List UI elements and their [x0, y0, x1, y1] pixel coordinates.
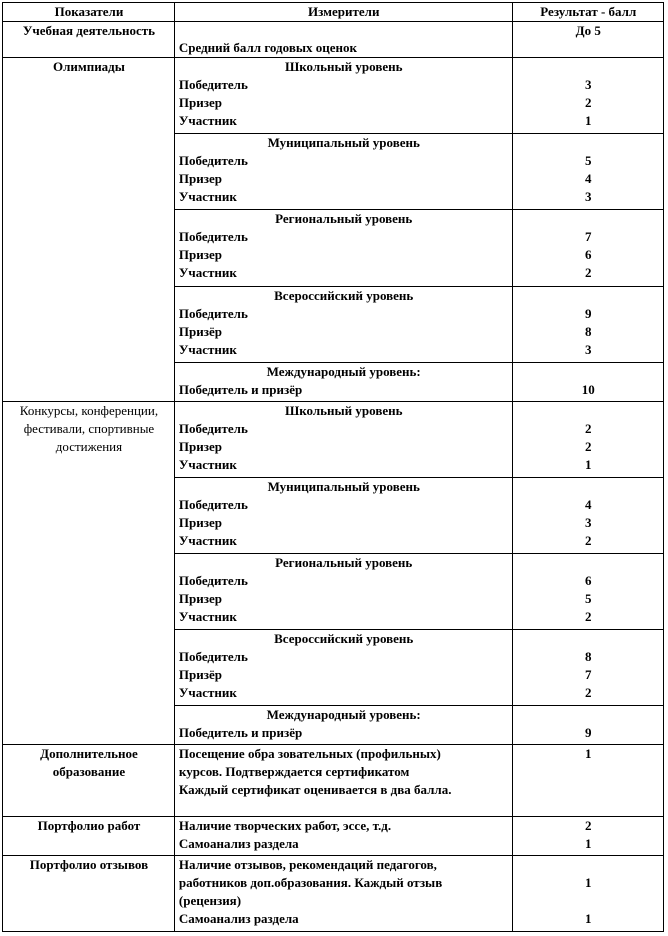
- table-row: [3, 22, 664, 58]
- table-row: [3, 401, 664, 477]
- result-cell: [512, 401, 663, 477]
- result-spacer: [517, 210, 660, 228]
- header-row: [3, 3, 664, 22]
- result-spacer: [517, 856, 660, 874]
- measure-item: Призёр: [178, 323, 222, 339]
- measure-cell: [174, 22, 512, 58]
- score-value: 5: [585, 590, 592, 606]
- measure-cell: [174, 630, 512, 706]
- indicator-cell: Портфолио работ: [3, 817, 175, 856]
- measure-item: Победитель: [178, 496, 248, 512]
- measure-item: Победитель и призёр: [178, 381, 303, 397]
- measure-item: Призер: [178, 438, 222, 454]
- measure-item: Участник: [178, 189, 237, 205]
- measure-cell: [174, 210, 512, 286]
- level-heading: Международный уровень:: [266, 363, 421, 379]
- measure-item: Победитель: [178, 305, 248, 321]
- indicator-cell: Учебная деятельность: [3, 22, 175, 58]
- level-heading: Региональный уровень: [275, 211, 413, 227]
- measure-item: Участник: [178, 113, 237, 128]
- measure-line: работников доп.образования. Каждый отзыв: [178, 874, 443, 890]
- measure-item: Победитель: [178, 649, 248, 665]
- result-spacer: [517, 630, 660, 648]
- measure-item: Победитель: [178, 229, 248, 245]
- measure-item: Победитель и призёр: [178, 725, 303, 741]
- result-spacer: [517, 134, 660, 152]
- table-row: [3, 58, 664, 134]
- measure-cell: [174, 817, 512, 856]
- measure-item: Участник: [178, 532, 237, 548]
- indicator-cell: Портфолио отзывов: [3, 855, 175, 931]
- measure-item: Призер: [178, 590, 222, 606]
- level-heading: Международный уровень:: [266, 707, 421, 723]
- result-spacer: [517, 554, 660, 572]
- measure-item: Победитель: [178, 77, 248, 92]
- measure-item: Победитель: [178, 572, 248, 588]
- measure-item: Призер: [178, 95, 222, 110]
- result-spacer: [517, 287, 660, 305]
- score-value: 2: [585, 608, 592, 624]
- measure-item: Призер: [178, 514, 222, 530]
- measure-cell: [174, 58, 512, 134]
- measure-cell: [174, 477, 512, 553]
- score-value: 3: [585, 189, 592, 205]
- criteria-table: [2, 2, 664, 932]
- result-cell: 1: [512, 745, 663, 817]
- score-value: 2: [585, 685, 592, 701]
- result-spacer: [517, 706, 660, 724]
- level-heading: Муниципальный уровень: [267, 478, 420, 494]
- measure-line: Наличие отзывов, рекомендаций педагогов,: [178, 856, 437, 872]
- score-value: 1: [585, 836, 592, 851]
- result-spacer: [517, 478, 660, 496]
- score-value: 1: [585, 874, 592, 890]
- result-cell: [512, 134, 663, 210]
- result-spacer: [517, 363, 660, 381]
- result-spacer: [517, 892, 660, 910]
- measure-line: (рецензия): [178, 892, 242, 908]
- result-cell: [512, 286, 663, 362]
- score-value: 3: [585, 341, 592, 357]
- measure-item: Призёр: [178, 667, 222, 683]
- measure-cell: [174, 706, 512, 745]
- score-value: 4: [585, 496, 592, 512]
- measure-item: Призер: [178, 171, 222, 187]
- indicator-cell: Конкурсы, конференции, фестивали, спортивные достижения: [3, 401, 175, 745]
- measure-cell: [174, 553, 512, 629]
- score-value: 7: [585, 229, 592, 245]
- score-value: 10: [581, 381, 595, 397]
- score-value: 1: [585, 910, 592, 926]
- measure-item: Участник: [178, 265, 237, 281]
- score-value: 8: [585, 323, 592, 339]
- score-value: 6: [585, 247, 592, 263]
- result-cell: [512, 58, 663, 134]
- table-row: [3, 855, 664, 931]
- score-value: 3: [585, 514, 592, 530]
- measure-item: Победитель: [178, 153, 248, 169]
- measure-item: Участник: [178, 685, 237, 701]
- result-cell: [512, 706, 663, 745]
- result-cell: [512, 553, 663, 629]
- score-value: 2: [585, 265, 592, 281]
- score-value: 9: [585, 725, 592, 741]
- level-heading: Школьный уровень: [284, 402, 403, 418]
- measure-line: Посещение обра зовательных (профильных): [178, 746, 441, 761]
- measure-item: Самоанализ раздела: [178, 910, 299, 926]
- indicator-cell: Олимпиады: [3, 58, 175, 402]
- table-row: [3, 817, 664, 856]
- measure-item: Победитель: [178, 420, 248, 436]
- measure-item: Самоанализ раздела: [178, 836, 299, 851]
- indicator-cell: Дополнительное образование: [3, 745, 175, 817]
- header-measures: Измерители: [174, 3, 512, 22]
- score-value: 4: [585, 171, 592, 187]
- table-body: [3, 22, 664, 932]
- result-cell: [512, 855, 663, 931]
- measure-text: Средний балл годовых оценок: [178, 40, 357, 55]
- score-value: 8: [585, 649, 592, 665]
- measure-line: Каждый сертификат оценивается в два балла.: [178, 782, 452, 797]
- measure-cell: [174, 134, 512, 210]
- level-heading: Школьный уровень: [284, 59, 403, 74]
- score-value: 2: [585, 420, 592, 436]
- score-value: 2: [585, 438, 592, 454]
- measure-item: Наличие творческих работ, эссе, т.д.: [178, 818, 392, 833]
- header-indicators: Показатели: [3, 3, 175, 22]
- header-result: Результат - балл: [512, 3, 663, 22]
- level-heading: Всероссийский уровень: [274, 287, 414, 303]
- measure-cell: [174, 745, 512, 817]
- table-row: [3, 745, 664, 817]
- result-cell: [512, 477, 663, 553]
- score-value: 6: [585, 572, 592, 588]
- score-value: 2: [585, 95, 592, 110]
- score-value: 7: [585, 667, 592, 683]
- level-heading: Всероссийский уровень: [274, 631, 414, 647]
- level-heading: Региональный уровень: [275, 554, 413, 570]
- score-value: 2: [585, 818, 592, 833]
- result-cell: [512, 210, 663, 286]
- measure-cell: [174, 362, 512, 401]
- score-value: 3: [585, 77, 592, 92]
- measure-cell: [174, 286, 512, 362]
- measure-item: Участник: [178, 341, 237, 357]
- result-spacer: [517, 402, 660, 420]
- measure-item: Участник: [178, 456, 237, 472]
- score-value: 1: [585, 113, 592, 128]
- measure-cell: [174, 855, 512, 931]
- result-cell: [512, 630, 663, 706]
- result-cell: [512, 817, 663, 856]
- score-value: 1: [585, 456, 592, 472]
- measure-item: Призер: [178, 247, 222, 263]
- score-value: 2: [585, 532, 592, 548]
- result-cell: [512, 362, 663, 401]
- measure-cell: [174, 401, 512, 477]
- level-heading: Муниципальный уровень: [267, 135, 420, 151]
- measure-line: курсов. Подтверждается сертификатом: [178, 764, 410, 779]
- result-spacer: [517, 58, 660, 76]
- score-value: 9: [585, 305, 592, 321]
- result-cell: До 5: [512, 22, 663, 58]
- score-value: 5: [585, 153, 592, 169]
- measure-item: Участник: [178, 608, 237, 624]
